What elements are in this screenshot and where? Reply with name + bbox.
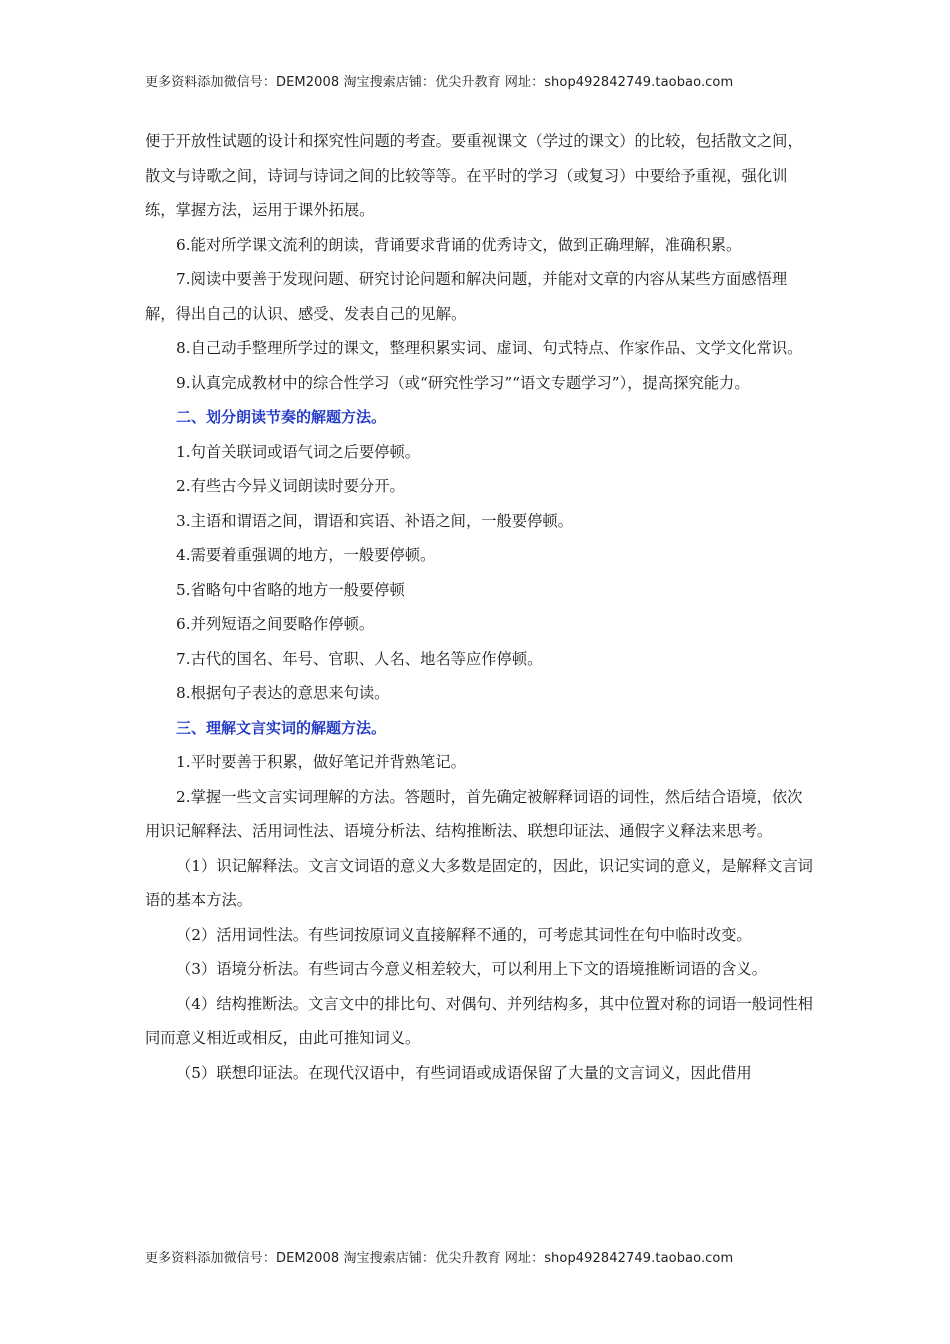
section3-method-3: （3）语境分析法。有些词古今意义相差较大，可以利用上下文的语境推断词语的含义。 xyxy=(176,960,768,978)
section2-item-2: 2.有些古今异义词朗读时要分开。 xyxy=(176,477,405,495)
section-heading-3: 三、理解文言实词的解题方法。 xyxy=(176,718,387,737)
section3-method-1: （1）识记解释法。文言文词语的意义大多数是固定的，因此，识记实词的意义，是解释文言词语的基本方法。 xyxy=(145,856,813,909)
page-header: 更多资料添加微信号：DEM2008 淘宝搜索店铺：优尖升教育 网址：shop492842749.taobao.com xyxy=(145,75,734,90)
section2-item-3: 3.主语和谓语之间，谓语和宾语、补语之间，一般要停顿。 xyxy=(176,511,574,530)
page-footer: 更多资料添加微信号：DEM2008 淘宝搜索店铺：优尖升教育 网址：shop492842749.taobao.com xyxy=(145,1251,734,1266)
section3-item-1: 1.平时要善于积累，做好笔记并背熟笔记。 xyxy=(176,753,466,771)
list-item-7: 7.阅读中要善于发现问题、研究讨论问题和解决问题，并能对文章的内容从某些方面感悟理解，得出自己的认识、感受、发表自己的见解。 xyxy=(145,270,788,323)
section2-item-4: 4.需要着重强调的地方，一般要停顿。 xyxy=(176,546,436,564)
section3-method-2: （2）活用词性法。有些词按原词义直接解释不通的，可考虑其词性在句中临时改变。 xyxy=(176,925,752,944)
section2-item-7: 7.古代的国名、年号、官职、人名、地名等应作停顿。 xyxy=(176,649,543,668)
section-heading-2: 二、划分朗读节奏的解题方法。 xyxy=(176,408,387,426)
section3-item-2: 2.掌握一些文言实词理解的方法。答题时，首先确定被解释词语的词性，然后结合语境，依次用识记解释法、活用词性法、语境分析法、结构推断法、联想印证法、通假字义释法来思考。 xyxy=(145,787,803,840)
document-body xyxy=(145,124,815,1090)
section3-method-5: （5）联想印证法。在现代汉语中，有些词语或成语保留了大量的文言词义，因此借用 xyxy=(176,1063,752,1082)
list-item-6: 6.能对所学课文流利的朗读，背诵要求背诵的优秀诗文，做到正确理解，准确积累。 xyxy=(176,235,742,254)
list-item-9: 9.认真完成教材中的综合性学习（或“研究性学习”“语文专题学习”），提高探究能力。 xyxy=(176,373,750,392)
section2-item-5: 5.省略句中省略的地方一般要停顿 xyxy=(176,580,405,599)
section2-item-1: 1.句首关联词或语气词之后要停顿。 xyxy=(176,442,421,461)
paragraph-intro: 便于开放性试题的设计和探究性问题的考查。要重视课文（学过的课文）的比较，包括散文之间，散文与诗歌之间，诗词与诗词之间的比较等等。在平时的学习（或复习）中要给予重视，强化训练，掌握方法，运用于课外拓展。 xyxy=(145,132,803,219)
list-item-8: 8.自己动手整理所学过的课文，整理积累实词、虚词、句式特点、作家作品、文学文化常识。 xyxy=(176,339,803,357)
section3-method-4: （4）结构推断法。文言文中的排比句、对偶句、并列结构多，其中位置对称的词语一般词性相同而意义相近或相反，由此可推知词义。 xyxy=(145,994,813,1047)
section2-item-8: 8.根据句子表达的意思来句读。 xyxy=(176,684,390,702)
section2-item-6: 6.并列短语之间要略作停顿。 xyxy=(176,615,375,633)
